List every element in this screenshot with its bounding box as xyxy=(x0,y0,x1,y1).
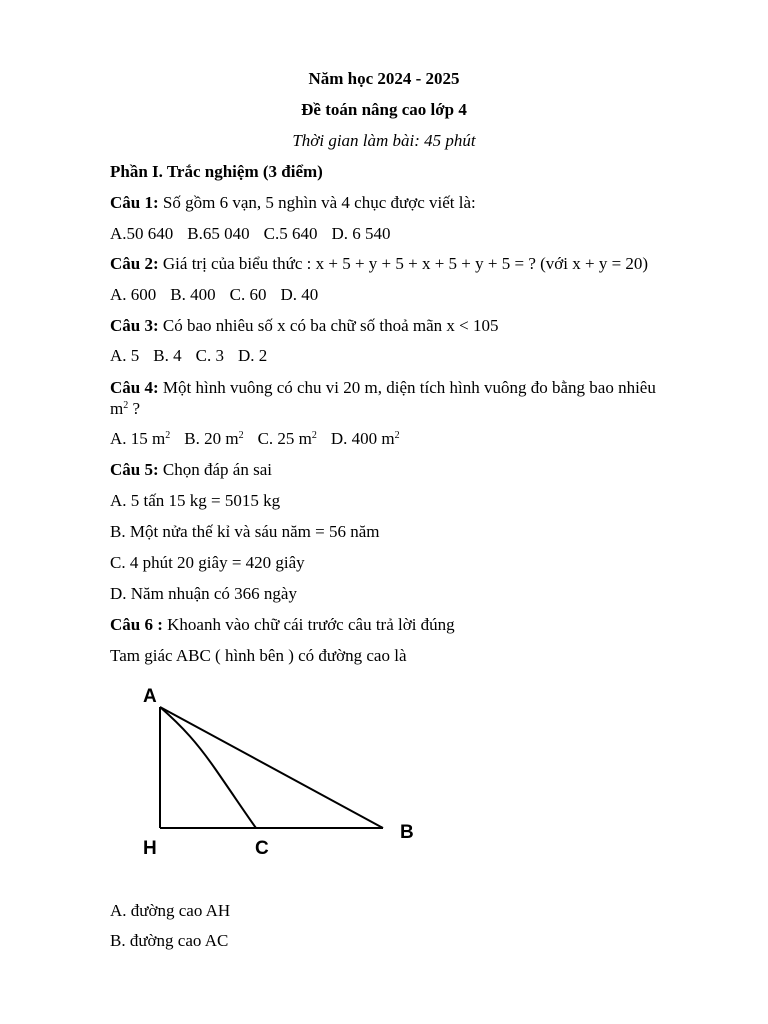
vertex-label-h: H xyxy=(143,838,157,859)
option-c xyxy=(258,429,317,448)
side-ac xyxy=(160,707,256,828)
option-value: B. 20 m xyxy=(184,429,239,448)
option-b xyxy=(184,429,243,448)
question-label: Câu 6 : xyxy=(110,615,163,634)
question-1-options xyxy=(110,224,708,244)
option-d: D. 2 xyxy=(237,346,268,365)
question-3-options xyxy=(110,346,708,366)
option-b: B. đường cao AC xyxy=(110,931,229,950)
vertex-label-c: C xyxy=(255,838,269,859)
question-2-options xyxy=(110,285,708,305)
vertex-label-b: B xyxy=(400,822,414,843)
section-title: Phần I. Trắc nghiệm (3 điểm) xyxy=(110,162,323,181)
option-d: D. Năm nhuận có 366 ngày xyxy=(110,584,297,603)
side-ab xyxy=(160,707,383,828)
exam-time: Thời gian làm bài: 45 phút xyxy=(292,131,476,150)
school-year: Năm học 2024 - 2025 xyxy=(308,69,460,88)
question-6-subtext: Tam giác ABC ( hình bên ) có đường cao là xyxy=(110,646,407,665)
option-a: A. 5 xyxy=(110,346,140,365)
option-c: C. 3 xyxy=(195,346,224,365)
option-c: C. 60 xyxy=(229,285,267,304)
question-mark: ? xyxy=(128,399,141,418)
superscript: 2 xyxy=(165,430,171,441)
option-d xyxy=(331,429,400,448)
question-label: Câu 2: xyxy=(110,254,159,273)
question-4-options xyxy=(110,429,708,449)
question-text: Giá trị của biểu thức : x + 5 + y + 5 + x + 5 + y + 5 = ? (với x + y = 20) xyxy=(162,254,649,273)
superscript: 2 xyxy=(311,430,317,441)
option-a: A. 600 xyxy=(110,285,157,304)
option-d: D. 40 xyxy=(280,285,319,304)
option-b: B. 400 xyxy=(170,285,216,304)
question-label: Câu 5: xyxy=(110,460,159,479)
superscript: 2 xyxy=(238,430,244,441)
triangle-figure xyxy=(138,682,428,862)
option-b: B. Một nửa thế kỉ và sáu năm = 56 năm xyxy=(110,522,380,541)
question-1 xyxy=(110,193,708,213)
option-b: B.65 040 xyxy=(187,224,250,243)
question-text: Số gồm 6 vạn, 5 nghìn và 4 chục được viết là: xyxy=(162,193,476,212)
vertex-label-a: A xyxy=(143,686,157,707)
option-c: C. 4 phút 20 giây = 420 giây xyxy=(110,553,305,572)
option-a: A. 5 tấn 15 kg = 5015 kg xyxy=(110,491,281,510)
exam-title: Đề toán nâng cao lớp 4 xyxy=(301,100,467,119)
question-4-line2 xyxy=(110,399,708,419)
question-label: Câu 4: xyxy=(110,378,159,397)
superscript: 2 xyxy=(123,400,129,411)
option-a: A.50 640 xyxy=(110,224,174,243)
question-text: Chọn đáp án sai xyxy=(162,460,272,479)
option-value: A. 15 m xyxy=(110,429,166,448)
question-text: Có bao nhiêu số x có ba chữ số thoả mãn x < 105 xyxy=(162,316,499,335)
triangle-diagram xyxy=(138,682,428,862)
option-d: D. 6 540 xyxy=(331,224,391,243)
option-value: C. 25 m xyxy=(257,429,312,448)
option-value: D. 400 m xyxy=(330,429,395,448)
question-text: Một hình vuông có chu vi 20 m, diện tích hình vuông đo bằng bao nhiêu xyxy=(162,378,656,397)
question-label: Câu 3: xyxy=(110,316,159,335)
question-text: Khoanh vào chữ cái trước câu trả lời đúng xyxy=(167,615,455,634)
question-2 xyxy=(110,254,708,274)
question-4 xyxy=(110,378,708,398)
question-5 xyxy=(110,460,708,480)
question-6 xyxy=(110,615,708,635)
question-label: Câu 1: xyxy=(110,193,159,212)
option-c: C.5 640 xyxy=(263,224,318,243)
question-3 xyxy=(110,316,708,336)
option-a xyxy=(110,429,170,448)
superscript: 2 xyxy=(394,430,400,441)
option-a: A. đường cao AH xyxy=(110,901,231,920)
unit-text: m xyxy=(110,399,124,418)
option-b: B. 4 xyxy=(153,346,182,365)
